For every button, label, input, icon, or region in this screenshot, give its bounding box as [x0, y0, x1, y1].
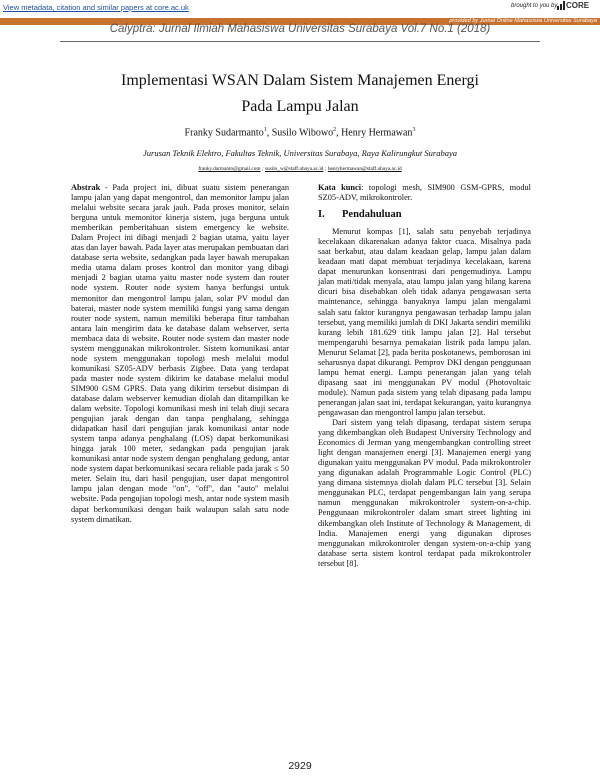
author-name: Susilo Wibowo — [271, 127, 334, 139]
section-heading — [318, 210, 531, 220]
journal-header: Calyptra: Jurnal Ilmiah Mahasiswa Universitas Surabaya Vol.7 No.1 (2018) — [109, 23, 491, 35]
core-logo[interactable]: CORE — [566, 1, 590, 10]
email-list — [0, 166, 600, 172]
abstract-column — [71, 183, 289, 525]
abstract-text: Pada project ini, dibuat suatu sistem penerangan lampu jalan yang dapat mengontrol, dan memonitor lampu jalan melalui website secara jarak jauh. Pada proses monitor, selain berguna untuk memonitor kinerja sistem, juga berguna untuk memberikan pemberitahuan sistem emergency ke website. Dalam Project ini dibagi menjadi 2 bagian utama, yaitu layer atas dan layer bawah. Pada layer atas merupakan pembuatan dari database serta website, sedangkan pada layer bawah merupakan media utama dalam proses kontrol dan monitor yang dibagi menjadi 2 bagian utama yaitu master node system dan router node system. Router node system hanya berfungsi untuk memonitor dan mengontrol lampu jalan, solar PV modul dan baterai, master node system memiliki fungsi yang sama dengan router node system, namun memiliki beberapa fitur tambahan antara lain mengirim data ke database dalam webserver, serta membaca data di website. Router node system dan master node system menggunakan mikrokontroler. Sistem komunikasi antar node system menggunakan topologi mesh melalui modul komunikasi SZ05-ADV berbasis Zigbee. Data yang terdapat pada master node system dikirim ke database melalui modul SIM900 GSM GPRS. Data yang dikirim tersebut disimpan di database dalam webserver kemudian diolah dan ditampilkan ke dalam website. Topologi komunikasi mesh ini telah diuji secara pengujian jarak dengan dan tanpa penghalang, sehingga didapatkan hasil dari pengujian jarak komunikasi antar node system tanpa adanya penghalang (LOS) dapat berkomunikasi hingga jarak 100 meter, sedangkan pada pengujian jarak komunikasi antar node system dengan penghalang gedung, antar node system dapat berkomunikasi secara reliable pada jarak ≤ 50 meter. Selain itu, dari hasil pengujian, user dapat mengontrol lampu jalan dengan mode "on", "off", dan "auto" melalui website. Pada pengujian topologi mesh, antar node system masih dapat berkomunikasi dengan baik walaupun salah satu node system dimatikan. — [71, 183, 289, 524]
email-link[interactable]: henryhermawan@staff.ubaya.ac.id — [327, 166, 402, 172]
email-separator: ; — [260, 166, 265, 172]
intro-paragraph-2: Dari sistem yang telah dipasang, terdapat sistem serupa yang dikembangkan oleh Budapest University Technology and Economics di Jerman yang mengembangkan controlling street light dengan manajemen energi [3]. Manajemen energi yang digunakan yaitu menggunakan PV modul. Pada mikrokontroler yang digunakan adalah Programmable Logic Control (PLC) yang dimana sistemnya diolah dalam PLC tersebut [3]. Selain menggunakan PLC, terdapat pengembangan lain yang serupa namun menggunakan mikrokontroler system-on-a-chip. Penggunaan mikrokontroler dalam smart street lighting ini dikembangkan oleh Institute of Technology & Management, di India. Manajemen energi yang digunakan diproses menggunakan mikrokontroler dengan system-on-a-chip yang database serta sistem kontrol terdapat pada mikrokontroler tersebut [8]. — [318, 418, 531, 568]
page-number: 2929 — [288, 760, 312, 772]
intro-paragraph-1: Menurut kompas [1], salah satu penyebab terjadinya kecelakaan dikarenakan adanya faktor cuaca. Misalnya pada saat berkabut, atau dalam keadaan gelap, lampu jalan dalam keadaan mati dapat membuat terjadinya kecelakaan, karena dapat menurunkan konsentrasi dari pengemudinya. Lampu jalan mati/tidak menyala, atau lampu jalan yang hilang karena dicuri bisa disebabkan oleh tidak adanya pengawasan serta maintenance, sehingga banyaknya lampu jalan mengalami salah satu faktor kurangnya pengawasan terhadap lampu jalan tersebut, yang memiliki jumlah di DKI Jakarta sendiri memiliki kurang lebih 181.629 titik lampu jalan [2]. Hal tersebut mempengaruhi besarnya pemakaian listrik pada lampu jalan. Menurut Selamat [2], pada berita poskotanews, pemborosan ini seharusnya dapat dikurangi. Pemprov DKI dengan penggunaan lampu hemat energi. Lampu penerangan jalan yang telah dipasang saat ini menggunakan PV modul (Photovoltaic module). Namun pada sistem yang telah dipasang pada lampu penerangan jalan saat ini, terdapat kekurangan, yaitu kurangnya pengawasan dan mengontrol lampu jalan tersebut. — [318, 227, 531, 417]
keywords-text: topologi mesh, SIM900 GSM-GPRS, modul SZ05-ADV, mikrokontroler. — [318, 183, 531, 203]
core-logo-icon — [557, 1, 565, 10]
author-name: Franky Sudarmanto — [184, 127, 264, 139]
keywords-paragraph: Kata kunci: topologi mesh, SIM900 GSM-GPRS, modul SZ05-ADV, mikrokontroler. — [318, 183, 531, 203]
section-title: Pendahuluan — [342, 209, 402, 221]
author-name: Henry Hermawan — [341, 127, 413, 139]
author-sup: 2 — [333, 127, 337, 133]
paper-title-line1: Implementasi WSAN Dalam Sistem Manajemen Energi — [121, 72, 479, 89]
intro-column — [318, 183, 531, 569]
core-provided-by[interactable]: provided by Jurnal Online Mahasiswa Universitas Surabaya — [449, 18, 597, 24]
header-rule — [60, 41, 540, 42]
abstract-label: Abstrak — [71, 183, 101, 192]
email-separator: ; — [323, 166, 328, 172]
keywords-label: Kata kunci — [318, 183, 362, 192]
paper-title-line2: Pada Lampu Jalan — [241, 98, 359, 115]
section-number: I. — [318, 209, 325, 221]
author-sup: 1 — [263, 127, 267, 133]
affiliation: Jurusan Teknik Elektro, Fakultas Teknik, Universitas Surabaya, Raya Kalirungkut Surabaya — [143, 148, 457, 158]
author-list: Franky Sudarmanto$^1$, Susilo Wibowo$^2$, Henry Hermawan$^3$ — [184, 127, 416, 139]
abstract-paragraph: Abstrak - Pada project ini, dibuat suatu sistem penerangan lampu jalan yang dapat mengontrol, dan memonitor lampu jalan melalui website secara jarak jauh. Pada proses monitor, selain berguna untuk memonitor kinerja sistem, juga berguna untuk memberikan pemberitahuan sistem emergency ke website. Dalam Project ini dibagi menjadi 2 bagian utama, yaitu layer atas dan layer bawah. Pada layer atas merupakan pembuatan dari database serta website, sedangkan pada layer bawah merupakan media utama dalam proses kontrol dan monitor yang dibagi menjadi 2 bagian utama yaitu master node system dan router node system. Router node system hanya berfungsi untuk memonitor dan mengontrol lampu jalan, solar PV modul dan baterai, master node system memiliki fungsi yang sama dengan router node system, namun memiliki beberapa fitur tambahan antara lain mengirim data ke database dalam webserver, serta membaca data di website. Router node system dan master node system menggunakan mikrokontroler. Sistem komunikasi antar node system menggunakan topologi mesh melalui modul komunikasi SZ05-ADV berbasis Zigbee. Data yang terdapat pada master node system dikirim ke database melalui modul SIM900 GSM GPRS. Data yang dikirim tersebut disimpan di database dalam webserver kemudian diolah dan ditampilkan ke dalam website. Topologi komunikasi mesh ini telah diuji secara pengujian jarak dengan dan tanpa penghalang, sehingga didapatkan hasil dari pengujian jarak komunikasi antar node system tanpa adanya penghalang (LOS) dapat berkomunikasi hingga jarak 100 meter, sedangkan pada pengujian jarak komunikasi antar node system dengan penghalang gedung, antar node system dapat berkomunikasi secara reliable pada jarak ≤ 50 meter. Selain itu, dari hasil pengujian, user dapat mengontrol lampu jalan dengan mode "on", "off", dan "auto" melalui website. Pada pengujian topologi mesh, antar node system masih dapat berkomunikasi dengan baik walaupun salah satu node system dimatikan. — [71, 183, 289, 524]
author-sup: 3 — [412, 127, 416, 133]
brought-by-text: brought to you by — [511, 3, 558, 9]
core-metadata-link[interactable]: View metadata, citation and similar papers at core.ac.uk — [3, 3, 189, 12]
email-link[interactable]: franky.darmanto@gmail.com — [198, 166, 261, 172]
email-link[interactable]: susilo_w@staff.ubaya.ac.id — [264, 166, 324, 172]
